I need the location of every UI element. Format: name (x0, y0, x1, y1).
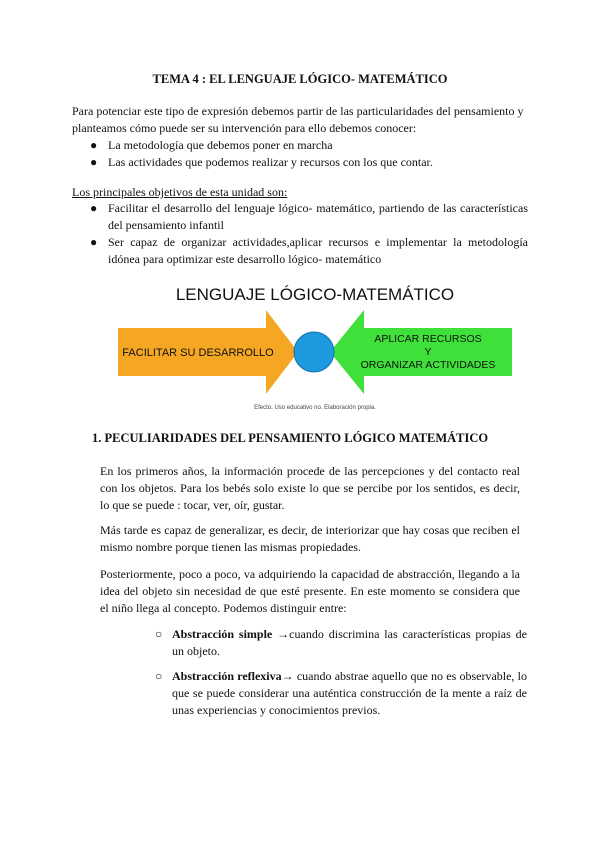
diagram (118, 282, 512, 412)
body-paragraph: Posteriormente, poco a poco, va adquiriendo la capacidad de abstracción, llegando a la idea del objeto sin necesidad de que esté presente. En este momento se considera que el niño llega al concepto. Podemos distinguir entre: (100, 567, 520, 615)
objectives-list (72, 200, 528, 268)
right-arrow-label-1: APLICAR RECURSOS (374, 333, 482, 345)
center-circle (294, 332, 334, 372)
body-paragraph: En los primeros años, la información procede de las percepciones y del contacto real con los objetos. Para los bebés solo existe lo que se percibe por los sentidos, es decir, lo que se puede : tocar, ver, oír, gustar. (100, 464, 520, 512)
body-paragraph: Más tarde es capaz de generalizar, es decir, de interiorizar que hay cosas que reciben el mismo nombre porque tienen las mismas propiedades. (100, 523, 520, 554)
bullet-icon: ● (90, 235, 98, 249)
circle-bullet-icon: ○ (155, 669, 163, 683)
list-item: ● Las actividades que podemos realizar y recursos con los que contar. (90, 155, 433, 169)
bullet-icon: ● (90, 201, 98, 215)
list-item: ○ Abstracción simple →cuando discrimina las características propias de un objeto. (155, 627, 527, 658)
list-item: ● La metodología que debemos poner en marcha (90, 138, 333, 152)
abstraction-list (155, 626, 527, 727)
circle-bullet-icon: ○ (155, 627, 163, 641)
left-arrow-label: FACILITAR SU DESARROLLO (122, 347, 274, 359)
right-arrow-label-2: Y (424, 346, 432, 358)
bullet-icon: ● (90, 155, 98, 169)
intro-bullet-list (72, 137, 532, 171)
intro-paragraph: Para potenciar este tipo de expresión debemos partir de las particularidades del pensamiento y planteamos cómo puede ser su intervención para ello debemos conocer: (72, 104, 524, 135)
section-heading: 1. PECULIARIDADES DEL PENSAMIENTO LÓGICO MATEMÁTICO (92, 431, 489, 445)
list-item: ● Facilitar el desarrollo del lenguaje lógico- matemático, partiendo de las características del pensamiento infantil (90, 201, 528, 232)
diagram-title: LENGUAJE LÓGICO-MATEMÁTICO (175, 285, 455, 304)
objectives-heading: Los principales objetivos de esta unidad son: (72, 185, 288, 199)
list-item: ● Ser capaz de organizar actividades,aplicar recursos e implementar la metodología idónea para optimizar este desarrollo lógico- matemático (90, 235, 528, 266)
right-arrow-label-3: ORGANIZAR ACTIVIDADES (360, 359, 496, 371)
page-title: TEMA 4 : EL LENGUAJE LÓGICO- MATEMÁTICO (152, 72, 448, 86)
bullet-icon: ● (90, 138, 98, 152)
diagram-caption: Efecto. Uso educativo no. Elaboración propia. (254, 405, 376, 411)
list-item: ○ Abstracción reflexiva→ cuando abstrae aquello que no es observable, lo que se puede considerar una auténtica construcción de la mente a raíz de unas experiencias y conocimientos previos. (155, 669, 527, 717)
right-arrow (330, 310, 512, 394)
